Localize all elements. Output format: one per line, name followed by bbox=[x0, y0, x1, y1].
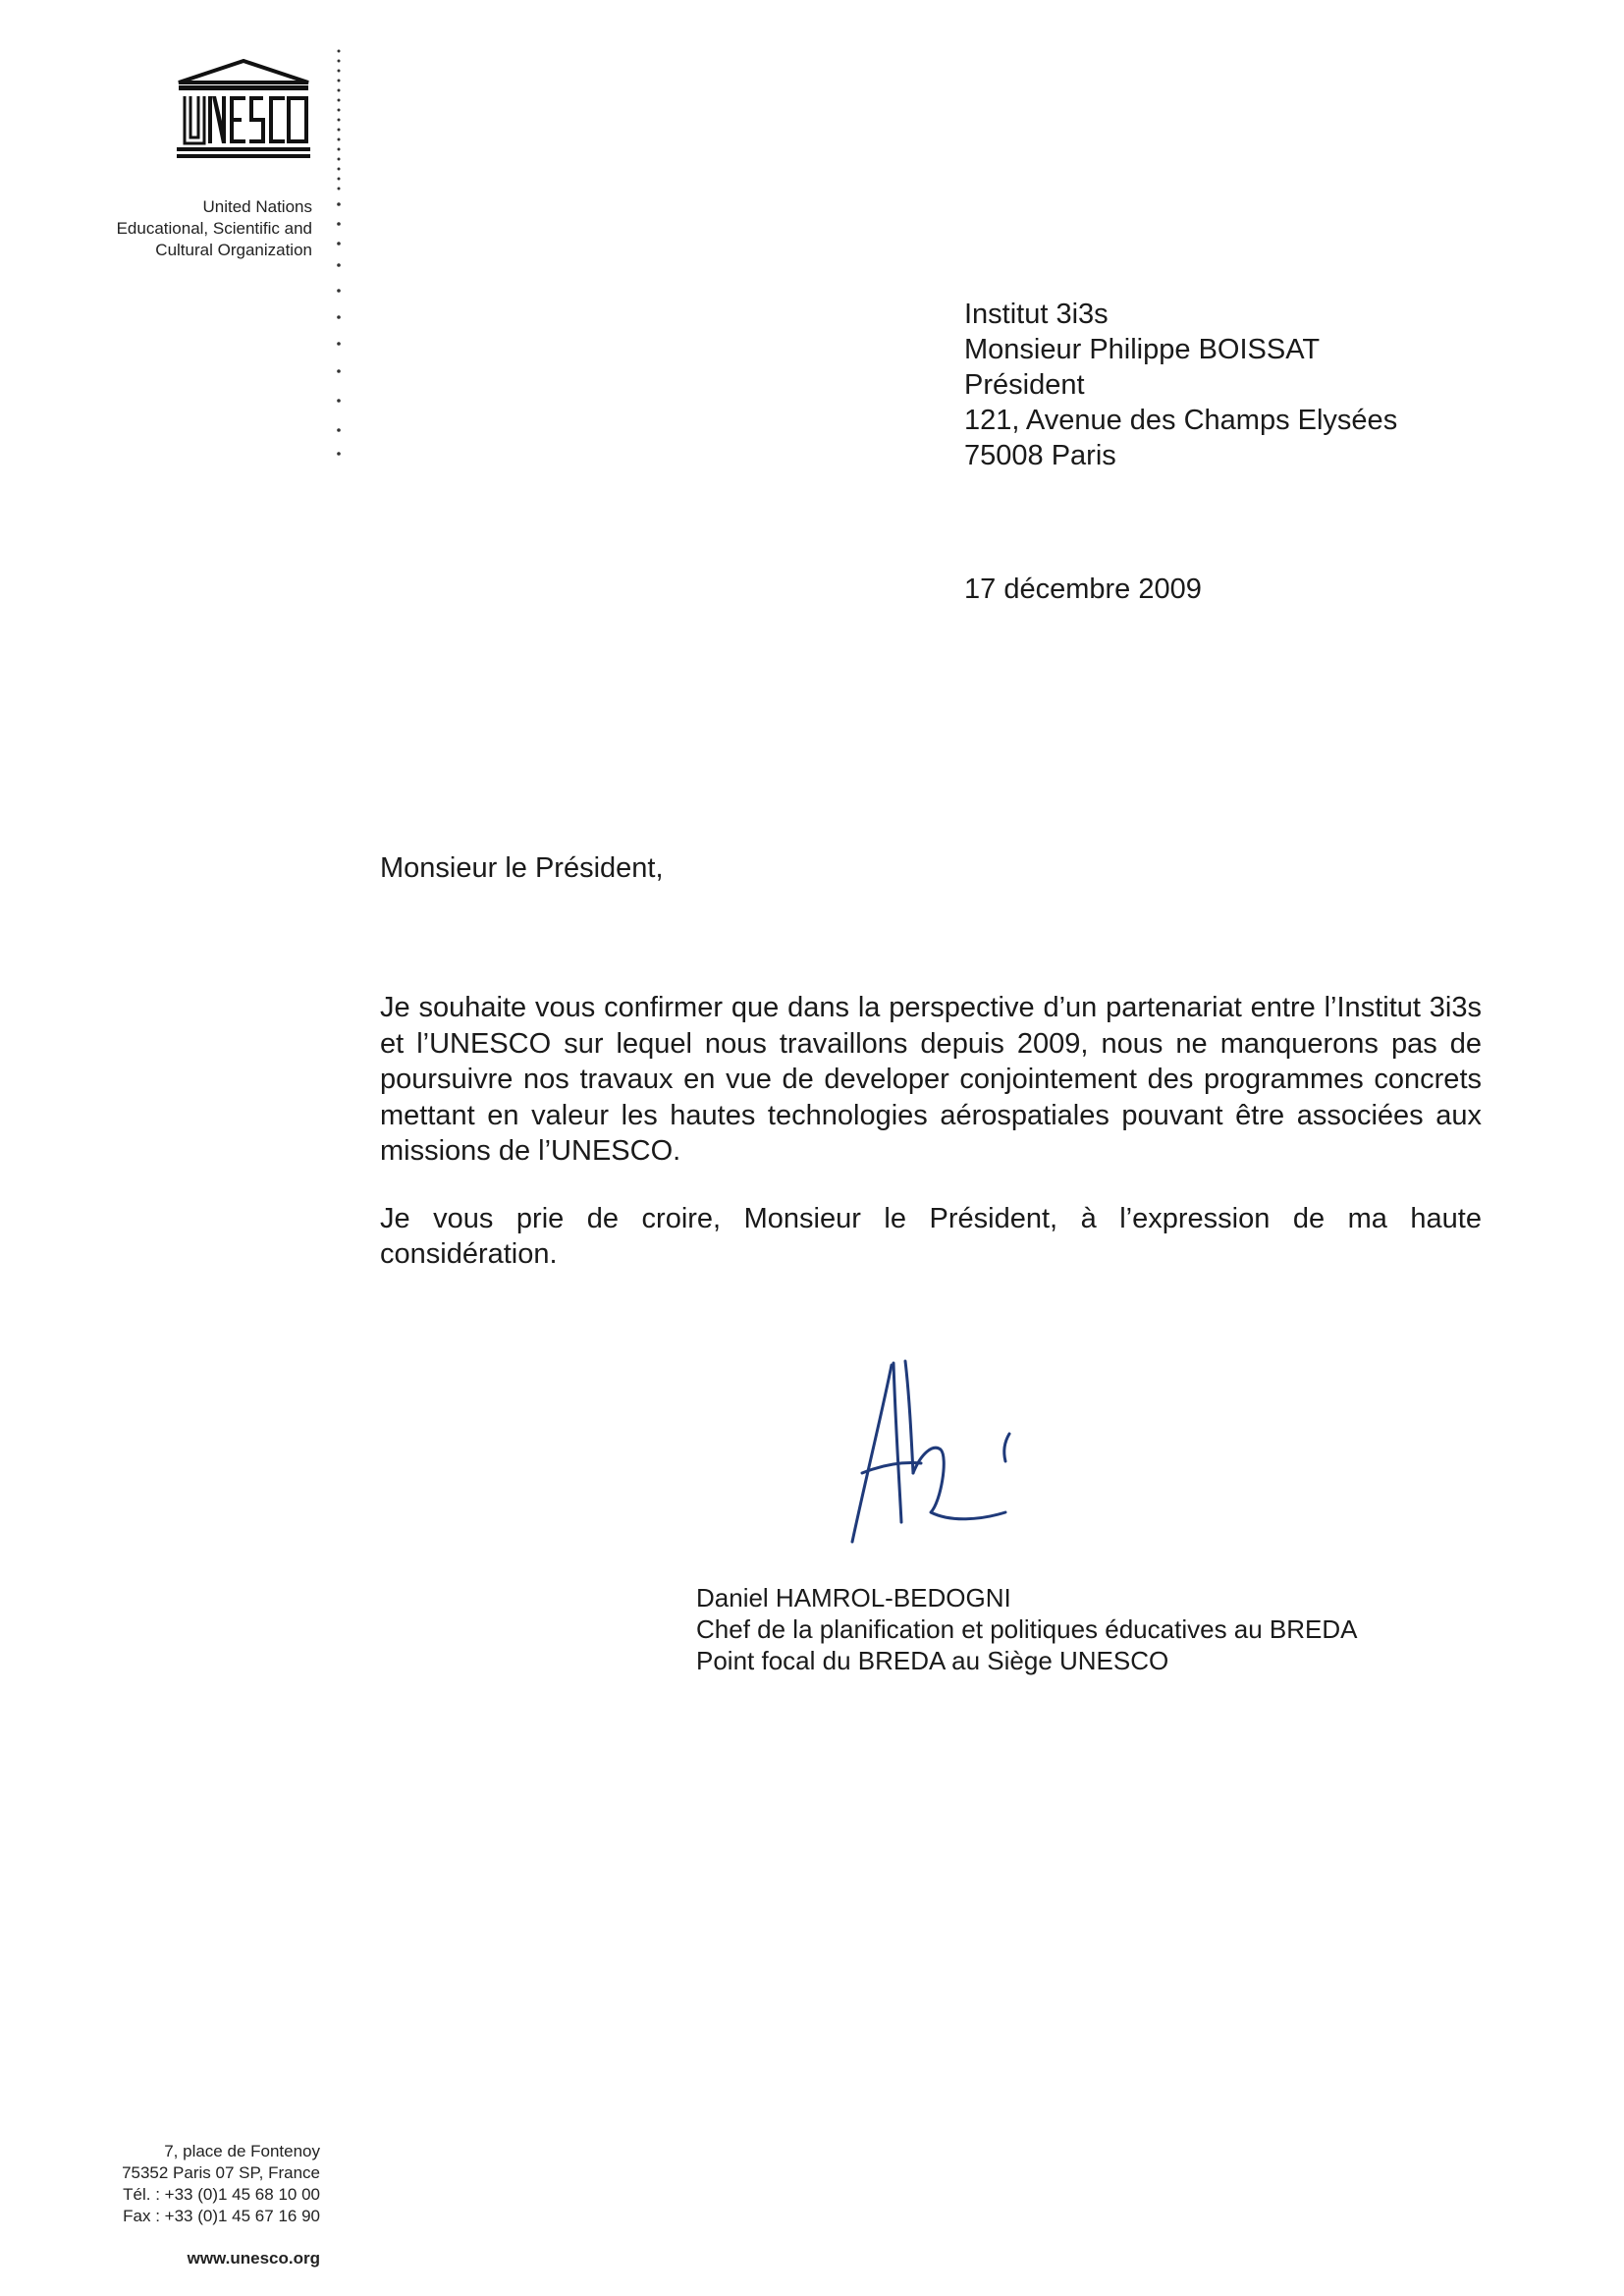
org-line-2: Educational, Scientific and bbox=[116, 219, 312, 238]
footer-address bbox=[59, 2141, 320, 2227]
recipient-line-1: Institut 3i3s bbox=[964, 299, 1109, 330]
recipient-line-5: 75008 Paris bbox=[964, 440, 1116, 471]
footer-line-1: 7, place de Fontenoy bbox=[164, 2142, 320, 2160]
signer-title-1: Chef de la planification et politiques éducatives au BREDA bbox=[696, 1614, 1358, 1644]
signer-title-2: Point focal du BREDA au Siège UNESCO bbox=[696, 1646, 1169, 1675]
svg-text:UNESCO: UNESCO bbox=[175, 59, 180, 60]
signer-block bbox=[696, 1582, 1358, 1676]
dotted-divider bbox=[336, 47, 342, 460]
recipient-address bbox=[964, 297, 1397, 473]
footer-line-3: Tél. : +33 (0)1 45 68 10 00 bbox=[123, 2185, 320, 2204]
footer-line-4: Fax : +33 (0)1 45 67 16 90 bbox=[123, 2207, 320, 2225]
organization-name bbox=[59, 196, 312, 261]
letter-date: 17 décembre 2009 bbox=[964, 574, 1202, 605]
signature-icon bbox=[823, 1355, 1029, 1552]
recipient-line-3: Président bbox=[964, 369, 1085, 401]
unesco-temple-logo-icon bbox=[175, 59, 312, 159]
dotted-line-icon bbox=[336, 47, 342, 460]
body-paragraph-1: Je souhaite vous confirmer que dans la perspective d’un partenariat entre l’Institut 3i3s et l’UNESCO sur lequel nous travaillons depuis 2009, nous ne manquerons pas de poursuivre nos travaux en vue de developer conjointement des programmes concrets mettant en valeur les hautes technologies aérospatiales pouvant être associées aux missions de l’UNESCO. bbox=[380, 992, 1482, 1167]
handwritten-signature bbox=[823, 1355, 1029, 1552]
recipient-line-4: 121, Avenue des Champs Elysées bbox=[964, 405, 1398, 436]
org-line-3: Cultural Organization bbox=[155, 241, 312, 259]
salutation: Monsieur le Président, bbox=[380, 852, 664, 884]
footer-line-2: 75352 Paris 07 SP, France bbox=[122, 2163, 320, 2182]
signer-name: Daniel HAMROL-BEDOGNI bbox=[696, 1583, 1011, 1613]
recipient-line-2: Monsieur Philippe BOISSAT bbox=[964, 334, 1321, 365]
body-paragraph-2: Je vous prie de croire, Monsieur le Président, à l’expression de ma haute considération. bbox=[380, 1202, 1482, 1270]
footer-website-link[interactable]: www.unesco.org bbox=[187, 2249, 320, 2268]
unesco-logo bbox=[175, 59, 312, 159]
org-line-1: United Nations bbox=[202, 197, 312, 216]
letter-body bbox=[380, 990, 1482, 1304]
